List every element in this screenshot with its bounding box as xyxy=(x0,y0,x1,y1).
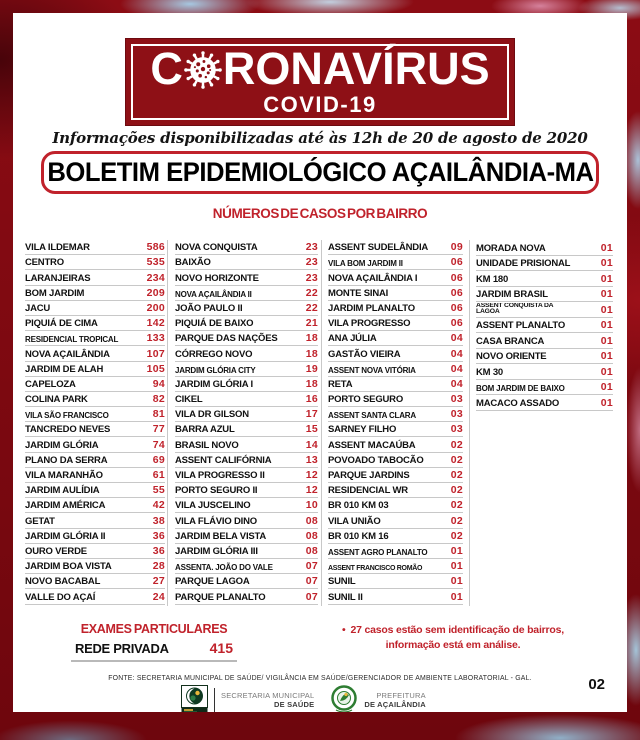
bairro-name: NOVO HORIZONTE xyxy=(175,272,259,284)
note-sem-identificacao xyxy=(318,623,588,653)
bairro-count: 08 xyxy=(305,514,318,527)
table-row xyxy=(175,498,318,513)
bairro-count: 10 xyxy=(305,499,318,512)
bairro-name: VILA BOM JARDIM II xyxy=(328,259,403,269)
table-row xyxy=(328,468,463,483)
bairro-count: 13 xyxy=(305,453,318,466)
org-prefeitura-text xyxy=(364,691,426,709)
bairro-name: PORTO SEGURO xyxy=(328,394,404,406)
coronavirus-logo-frame xyxy=(131,44,509,120)
table-row xyxy=(25,498,165,513)
bairro-name: ASSENT PLANALTO xyxy=(476,320,566,331)
logo-subtitle: COVID-19 xyxy=(263,92,377,117)
table-row xyxy=(25,362,165,377)
bairro-name: CAPELOZA xyxy=(25,378,76,390)
bairro-name: MACACO ASSADO xyxy=(476,397,560,409)
bairro-name: KM 30 xyxy=(476,366,503,378)
table-row xyxy=(25,453,165,468)
table-row xyxy=(328,301,463,316)
bairro-name: KM 180 xyxy=(476,273,509,285)
org1-line1: SECRETARIA MUNICIPAL xyxy=(221,691,315,700)
table-row xyxy=(25,513,165,528)
bairro-count: 23 xyxy=(305,241,318,254)
bairro-name: OURO VERDE xyxy=(25,545,87,557)
table-row xyxy=(25,346,165,361)
bairro-count: 77 xyxy=(152,423,165,436)
table-row xyxy=(328,407,463,422)
bairro-name: ASSENT CALIFÓRNIA xyxy=(175,454,272,466)
bairro-count: 02 xyxy=(450,484,463,497)
bairro-count: 01 xyxy=(600,319,613,331)
rede-privada-label: REDE PRIVADA xyxy=(75,641,169,656)
bairros-column-3 xyxy=(328,240,463,605)
table-row xyxy=(25,286,165,301)
table-row xyxy=(25,392,165,407)
bairro-name: UNIDADE PRISIONAL xyxy=(476,258,571,269)
org-separator xyxy=(214,688,215,712)
bairro-count: 01 xyxy=(600,396,613,409)
table-row xyxy=(328,559,463,574)
bairro-count: 04 xyxy=(450,362,463,375)
bairro-count: 06 xyxy=(450,256,463,269)
bairro-count: 02 xyxy=(450,438,463,451)
bairro-count: 01 xyxy=(450,560,463,573)
bairro-count: 24 xyxy=(152,590,165,603)
bairro-count: 01 xyxy=(600,257,613,269)
bairro-count: 01 xyxy=(450,544,463,557)
logo-word-end: RONAVÍRUS xyxy=(222,43,490,94)
bairro-name: VILA DR GILSON xyxy=(175,409,249,421)
bairro-name: VILA JUSCELINO xyxy=(175,500,251,512)
table-row xyxy=(476,287,613,303)
bairro-count: 07 xyxy=(305,575,318,588)
bairro-count: 01 xyxy=(600,272,613,285)
bairro-name: ASSENT FRANCISCO ROMÃO xyxy=(328,565,423,573)
bairro-name: JARDIM BELA VISTA xyxy=(175,530,267,542)
table-row xyxy=(328,255,463,270)
bairro-name: BRASIL NOVO xyxy=(175,439,239,451)
table-row xyxy=(328,270,463,285)
bairro-name: JARDIM GLÓRIA I xyxy=(175,378,253,390)
bairro-name: MONTE SINAI xyxy=(328,287,389,299)
bairro-name: ASSENT SANTA CLARA xyxy=(328,411,416,421)
bairro-name: VILA ILDEMAR xyxy=(25,242,90,254)
bairro-name: VILA PROGRESSO xyxy=(328,318,411,330)
coronavirus-logo xyxy=(125,38,515,126)
table-row xyxy=(25,407,165,422)
bairro-name: JARDIM GLÓRIA xyxy=(25,439,99,451)
table-row xyxy=(328,362,463,377)
table-row xyxy=(175,301,318,316)
table-row xyxy=(328,422,463,437)
bairro-count: 18 xyxy=(305,347,318,360)
bairro-count: 06 xyxy=(450,286,463,299)
table-row xyxy=(25,559,165,574)
bairro-name: BAIXÃO xyxy=(175,257,211,269)
table-row xyxy=(476,349,613,365)
bairros-column-2 xyxy=(175,240,318,605)
note-line1: 27 casos estão sem identificação de bairros, xyxy=(350,624,565,636)
bairro-count: 55 xyxy=(152,484,165,497)
bairro-count: 09 xyxy=(450,241,463,254)
bairro-name: VILA MARANHÃO xyxy=(25,470,103,481)
table-row xyxy=(175,483,318,498)
column-divider xyxy=(167,240,168,606)
bairro-count: 535 xyxy=(146,256,165,269)
table-row xyxy=(25,437,165,452)
org2-line2: DE AÇAILÂNDIA xyxy=(364,700,426,709)
bairro-count: 42 xyxy=(152,499,165,512)
table-row xyxy=(476,240,613,256)
table-row xyxy=(175,513,318,528)
table-row xyxy=(175,544,318,559)
table-row xyxy=(476,380,613,396)
bairro-name: GASTÃO VIEIRA xyxy=(328,348,401,360)
table-row xyxy=(175,331,318,346)
bairro-count: 142 xyxy=(146,317,165,330)
table-row xyxy=(25,483,165,498)
table-row xyxy=(328,240,463,255)
bairro-count: 02 xyxy=(450,453,463,466)
bairro-count: 08 xyxy=(305,544,318,557)
bairro-count: 08 xyxy=(305,529,318,542)
bairro-name: PARQUE LAGOA xyxy=(175,576,250,588)
bairro-name: PARQUE PLANALTO xyxy=(175,591,266,603)
table-row xyxy=(476,395,613,411)
saude-logo-icon xyxy=(181,685,208,712)
logo-word-start: C xyxy=(150,43,183,94)
bairro-count: 06 xyxy=(450,271,463,284)
table-row xyxy=(25,316,165,331)
table-row xyxy=(25,301,165,316)
bairro-count: 17 xyxy=(305,408,318,421)
bairro-count: 74 xyxy=(152,438,165,451)
table-row xyxy=(175,407,318,422)
info-line: Informações disponibilizadas até às 12h de 20 de agosto de 2020 xyxy=(52,129,588,147)
bairro-count: 02 xyxy=(450,469,463,481)
bairro-count: 105 xyxy=(146,362,165,375)
table-row xyxy=(25,589,165,604)
table-row xyxy=(25,422,165,437)
bairro-name: BOM JARDIM xyxy=(25,287,85,299)
table-row xyxy=(175,377,318,392)
org-prefeitura xyxy=(330,685,426,712)
table-row xyxy=(25,574,165,589)
coronavirus-logo-title xyxy=(150,43,490,94)
bairro-name: NOVA CONQUISTA xyxy=(175,242,258,254)
table-row xyxy=(25,468,165,483)
org-secretaria-text xyxy=(221,691,314,709)
bairro-count: 01 xyxy=(600,381,613,393)
bairro-count: 12 xyxy=(305,484,318,497)
table-row xyxy=(476,271,613,287)
bairro-name: NOVO ORIENTE xyxy=(476,351,547,362)
table-row xyxy=(175,559,318,574)
exames-title: EXAMES PARTICULARES xyxy=(80,622,228,636)
bairro-name: RESIDENCIAL WR xyxy=(328,485,408,497)
table-row xyxy=(175,529,318,544)
prefeitura-logo-icon xyxy=(330,685,358,712)
bairro-count: 06 xyxy=(450,301,463,314)
bairro-count: 01 xyxy=(450,590,463,603)
bairro-name: JARDIM BOA VISTA xyxy=(25,561,112,573)
bairro-count: 03 xyxy=(450,393,463,406)
bairro-count: 01 xyxy=(600,350,613,362)
table-row xyxy=(25,240,165,255)
bairro-count: 21 xyxy=(305,317,318,330)
bairro-count: 133 xyxy=(146,332,165,345)
bairro-name: RESIDENCIAL TROPICAL xyxy=(25,335,119,345)
bairro-count: 01 xyxy=(600,303,613,316)
bairro-count: 36 xyxy=(152,544,165,557)
table-row xyxy=(175,392,318,407)
bairro-count: 22 xyxy=(305,301,318,314)
bairro-count: 14 xyxy=(305,438,318,451)
bairro-name: BR 010 KM 03 xyxy=(328,500,389,512)
bairro-name: COLINA PARK xyxy=(25,394,88,406)
bairro-name: JARDIM PLANALTO xyxy=(328,302,415,314)
bairro-count: 18 xyxy=(305,332,318,345)
bairros-column-4 xyxy=(476,240,613,411)
bulletin-panel xyxy=(13,13,627,712)
bairro-name: ASSENT CONQUISTA DA LAGOA xyxy=(476,302,554,316)
footer-orgs xyxy=(181,685,426,712)
table-row xyxy=(476,318,613,334)
bairro-name: JARDIM GLÓRIA III xyxy=(175,545,258,557)
bairro-name: VILA SÃO FRANCISCO xyxy=(25,411,109,421)
table-row xyxy=(175,346,318,361)
bairro-name: ASSENT NOVA VITÓRIA xyxy=(328,365,416,375)
bairro-count: 28 xyxy=(152,560,165,573)
table-row xyxy=(328,331,463,346)
bairro-count: 82 xyxy=(152,393,165,406)
bairro-name: JARDIM AULÍDIA xyxy=(25,485,100,497)
org-secretaria-saude xyxy=(181,685,314,712)
bairro-count: 02 xyxy=(450,529,463,542)
bairro-count: 03 xyxy=(450,423,463,436)
virus-icon xyxy=(184,51,222,89)
bairro-name: LARANJEIRAS xyxy=(25,272,91,284)
bairro-count: 18 xyxy=(305,377,318,390)
table-row xyxy=(25,331,165,346)
bairro-name: NOVO BACABAL xyxy=(25,576,101,588)
table-row xyxy=(328,392,463,407)
table-row xyxy=(328,346,463,361)
bairro-count: 209 xyxy=(146,286,165,299)
table-row xyxy=(476,364,613,380)
table-row xyxy=(175,270,318,285)
bairro-count: 586 xyxy=(146,241,165,254)
bairro-count: 61 xyxy=(152,469,165,481)
rede-privada-row xyxy=(71,640,237,662)
bairro-name: VILA FLÁVIO DINO xyxy=(175,515,257,527)
table-row xyxy=(328,437,463,452)
table-row xyxy=(175,240,318,255)
table-row xyxy=(175,316,318,331)
bairro-count: 12 xyxy=(305,469,318,481)
table-row xyxy=(175,437,318,452)
bairro-name: NOVA AÇAILÂNDIA I xyxy=(328,272,418,284)
table-row xyxy=(175,422,318,437)
bairro-name: NOVA AÇAILÂNDIA II xyxy=(175,289,252,299)
bairro-count: 107 xyxy=(146,347,165,360)
column-divider xyxy=(321,240,322,606)
bairro-count: 07 xyxy=(305,590,318,603)
table-row xyxy=(175,589,318,604)
bairro-count: 07 xyxy=(305,560,318,573)
bairro-name: JOÃO PAULO II xyxy=(175,302,243,314)
table-row xyxy=(25,270,165,285)
bairro-name: CIKEL xyxy=(175,394,203,406)
bairro-name: SUNIL II xyxy=(328,591,363,603)
table-row xyxy=(328,513,463,528)
bairro-count: 23 xyxy=(305,271,318,284)
table-row xyxy=(175,468,318,483)
bairro-count: 16 xyxy=(305,393,318,406)
bairro-name: BARRA AZUL xyxy=(175,424,235,436)
bairro-name: PLANO DA SERRA xyxy=(25,454,108,466)
bairro-count: 94 xyxy=(152,377,165,390)
table-row xyxy=(175,453,318,468)
bairro-name: PIQUIÁ DE BAIXO xyxy=(175,318,254,330)
bairro-count: 27 xyxy=(152,575,165,588)
bairro-count: 04 xyxy=(450,332,463,345)
table-row xyxy=(25,377,165,392)
bairro-count: 38 xyxy=(152,514,165,527)
bairro-name: ASSENTA. JOÃO DO VALE xyxy=(175,563,273,573)
bairro-count: 36 xyxy=(152,529,165,542)
bairro-name: JARDIM DE ALAH xyxy=(25,363,104,375)
table-row xyxy=(25,529,165,544)
bairro-count: 03 xyxy=(450,408,463,421)
bairro-count: 04 xyxy=(450,377,463,390)
bairro-name: JARDIM GLÓRIA II xyxy=(25,530,106,542)
bairro-count: 06 xyxy=(450,317,463,330)
bairro-name: BOM JARDIM DE BAIXO xyxy=(476,384,565,393)
bairro-name: GETAT xyxy=(25,515,55,527)
bairro-name: ASSENT SUDELÂNDIA xyxy=(328,242,429,254)
bairro-name: JARDIM AMÉRICA xyxy=(25,500,106,512)
bairro-count: 01 xyxy=(450,575,463,588)
bairro-count: 69 xyxy=(152,453,165,466)
table-row xyxy=(328,498,463,513)
table-row xyxy=(476,256,613,272)
bairro-name: PARQUE JARDINS xyxy=(328,470,410,481)
bairro-name: PARQUE DAS NAÇÕES xyxy=(175,333,278,345)
bulletin-title-box xyxy=(41,151,599,194)
bairro-name: RETA xyxy=(328,378,353,390)
bairro-count: 01 xyxy=(600,365,613,378)
bairro-name: TANCREDO NEVES xyxy=(25,424,111,436)
bairro-name: VILA UNIÃO xyxy=(328,515,381,527)
table-row xyxy=(175,574,318,589)
table-row xyxy=(328,483,463,498)
table-row xyxy=(175,362,318,377)
bairro-count: 15 xyxy=(305,423,318,436)
bairro-count: 04 xyxy=(450,347,463,360)
bairros-column-1 xyxy=(25,240,165,605)
bairro-name: VALLE DO AÇAÍ xyxy=(25,591,96,603)
page-number: 02 xyxy=(588,676,605,693)
table-row xyxy=(175,286,318,301)
table-row xyxy=(328,453,463,468)
bairro-count: 02 xyxy=(450,514,463,527)
bairro-count: 01 xyxy=(600,288,613,300)
bairro-name: SUNIL xyxy=(328,576,356,588)
bairro-name: POVOADO TABOCÃO xyxy=(328,454,424,466)
table-row xyxy=(476,333,613,349)
bairro-count: 19 xyxy=(305,362,318,375)
table-row xyxy=(328,529,463,544)
bairro-name: JARDIM BRASIL xyxy=(476,289,548,300)
bairro-name: CÓRREGO NOVO xyxy=(175,348,253,360)
table-row xyxy=(328,286,463,301)
bairro-name: NOVA AÇAILÂNDIA xyxy=(25,348,110,360)
bairro-name: CENTRO xyxy=(25,257,64,269)
bullet-icon: • xyxy=(341,624,346,636)
bairro-count: 02 xyxy=(450,499,463,512)
bairro-count: 234 xyxy=(146,271,165,284)
section-title: NÚMEROS DE CASOS POR BAIRRO xyxy=(212,206,428,221)
table-row xyxy=(25,544,165,559)
bairro-name: SARNEY FILHO xyxy=(328,424,397,436)
bairro-count: 200 xyxy=(146,301,165,314)
bairro-count: 01 xyxy=(600,334,613,347)
bairro-name: ASSENT AGRO PLANALTO xyxy=(328,547,428,557)
bairro-name: PORTO SEGURO II xyxy=(175,485,258,497)
bairro-count: 81 xyxy=(152,408,165,421)
bairro-name: MORADA NOVA xyxy=(476,242,546,254)
rede-privada-value: 415 xyxy=(209,640,233,656)
bairro-name: JARDIM GLÓRIA CITY xyxy=(175,365,256,375)
bairro-name: ANA JÚLIA xyxy=(328,333,377,345)
org2-line1: PREFEITURA xyxy=(376,691,426,700)
table-row xyxy=(328,574,463,589)
bulletin-title: BOLETIM EPIDEMIOLÓGICO AÇAILÂNDIA-MA xyxy=(46,157,594,187)
bairro-name: BR 010 KM 16 xyxy=(328,530,389,542)
bairro-name: JACU xyxy=(25,302,51,314)
bairro-count: 22 xyxy=(305,286,318,299)
table-row xyxy=(328,544,463,559)
table-row xyxy=(25,255,165,270)
note-line2: informação está em análise. xyxy=(385,639,521,651)
bairro-name: ASSENT MACAÚBA xyxy=(328,439,416,451)
bairro-count: 01 xyxy=(600,241,613,254)
table-row xyxy=(328,377,463,392)
table-row xyxy=(175,255,318,270)
bairro-name: VILA PROGRESSO II xyxy=(175,470,265,481)
bairro-name: CASA BRANCA xyxy=(476,335,545,347)
bairro-name: PIQUIÁ DE CIMA xyxy=(25,318,98,330)
table-row xyxy=(476,302,613,318)
column-divider xyxy=(469,240,470,606)
bairro-count: 23 xyxy=(305,256,318,269)
table-row xyxy=(328,589,463,604)
table-row xyxy=(328,316,463,331)
fonte-line: FONTE: SECRETARIA MUNICIPAL DE SAÚDE/ VIGILÂNCIA EM SAÚDE/GERENCIADOR DE AMBIENTE LABORATORIAL - GAL. xyxy=(108,675,532,682)
org1-line2: DE SAÚDE xyxy=(273,700,315,709)
